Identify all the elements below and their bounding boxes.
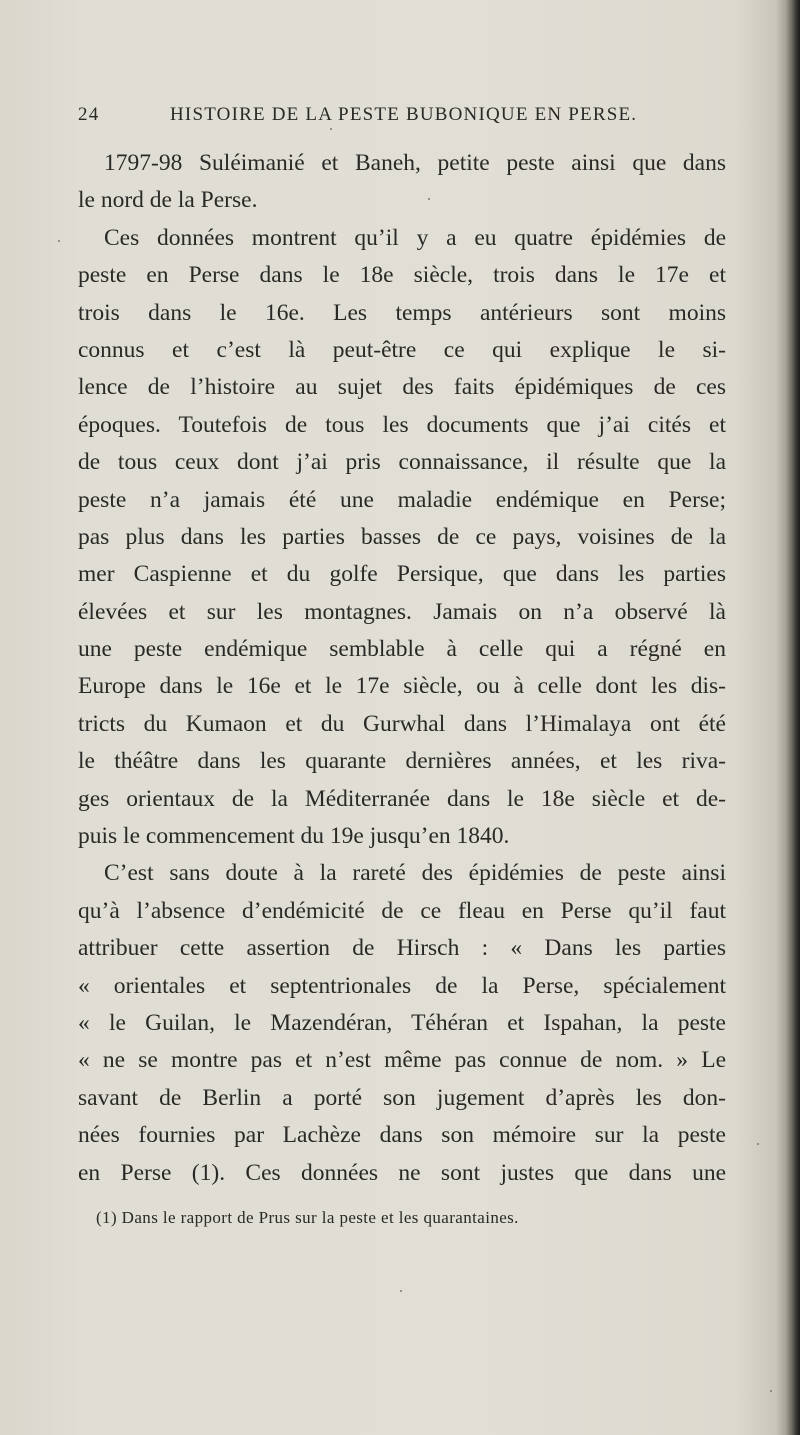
text-line: ges orientaux de la Méditerranée dans le 18e siècle et de-: [78, 785, 726, 812]
text-line: puis le commencement du 19e jusqu’en 1840.: [78, 823, 510, 850]
text-line: Europe dans le 16e et le 17e siècle, ou à celle dont les dis-: [78, 673, 726, 700]
text-line: élevées et sur les montagnes. Jamais on n’a observé là: [78, 598, 726, 625]
text-line: peste en Perse dans le 18e siècle, trois dans le 17e et: [78, 262, 726, 289]
text-line: époques. Toutefois de tous les documents que j’ai cités et: [78, 411, 726, 438]
paper-speck: [757, 1143, 759, 1145]
text-line: attribuer cette assertion de Hirsch : « Dans les parties: [78, 935, 726, 962]
text-line: une peste endémique semblable à celle qui a régné en: [78, 636, 726, 663]
text-line: le théâtre dans les quarante dernières années, et les riva-: [78, 748, 726, 775]
paper-speck: [770, 1390, 772, 1392]
text-line: le nord de la Perse.: [78, 187, 258, 214]
paper-speck: [330, 128, 332, 130]
paper-speck: [400, 1290, 402, 1292]
text-line: trois dans le 16e. Les temps antérieurs sont moins: [78, 299, 726, 326]
text-line: savant de Berlin a porté son jugement d’après les don-: [78, 1084, 726, 1111]
body-text: [78, 145, 726, 1192]
text-line: en Perse (1). Ces données ne sont justes que dans une: [78, 1159, 726, 1186]
running-head: HISTOIRE DE LA PESTE BUBONIQUE EN PERSE.: [170, 104, 638, 125]
text-line: connus et c’est là peut-être ce qui explique le si-: [78, 336, 726, 363]
text-line: mer Caspienne et du golfe Persique, que dans les parties: [78, 561, 726, 588]
text-line: de tous ceux dont j’ai pris connaissance, il résulte que la: [78, 449, 726, 476]
text-line: Ces données montrent qu’il y a eu quatre épidémies de: [104, 224, 726, 251]
text-line: tricts du Kumaon et du Gurwhal dans l’Himalaya ont été: [78, 710, 726, 737]
text-line: « ne se montre pas et n’est même pas connue de nom. » Le: [78, 1047, 726, 1074]
text-line: peste n’a jamais été une maladie endémique en Perse;: [78, 486, 726, 513]
text-line: C’est sans doute à la rareté des épidémies de peste ainsi: [104, 860, 726, 887]
text-line: « orientales et septentrionales de la Perse, spécialement: [78, 972, 726, 999]
text-line: qu’à l’absence d’endémicité de ce fleau en Perse qu’il faut: [78, 897, 726, 924]
paper-speck: [58, 240, 60, 242]
text-line: « le Guilan, le Mazendéran, Téhéran et Ispahan, la peste: [78, 1009, 726, 1036]
text-line: pas plus dans les parties basses de ce pays, voisines de la: [78, 523, 726, 550]
page-number: 24: [78, 104, 100, 125]
text-line: 1797-98 Suléimanié et Baneh, petite peste ainsi que dans: [104, 150, 726, 176]
text-line: lence de l’histoire au sujet des faits épidémiques de ces: [78, 374, 726, 401]
text-line: nées fournies par Lachèze dans son mémoire sur la peste: [78, 1122, 726, 1149]
page-header: [78, 104, 728, 134]
footnote: (1) Dans le rapport de Prus sur la peste et les quarantaines.: [96, 1208, 519, 1227]
page-edge-shadow: [786, 0, 800, 1435]
paper-speck: [428, 198, 430, 200]
